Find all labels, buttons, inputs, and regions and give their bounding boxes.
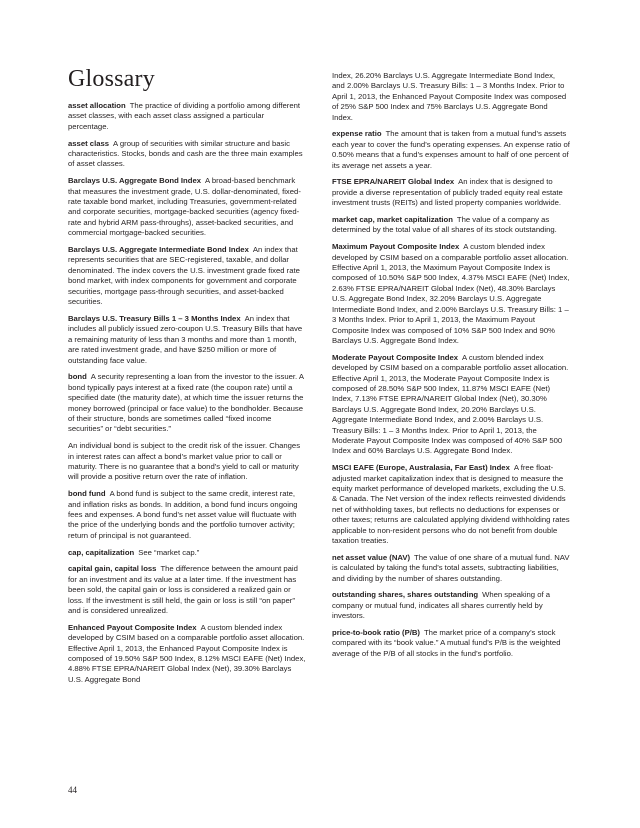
glossary-definition: A security representing a loan from the investor to the issuer. A bond typically pays interest at a fixed rate (the coupon rate) until a specified date (the maturity date), at which time the issuer returns the money borrowed (principal or face value) to the bondholder. Because of their structure, bonds are sometimes called “fixed income securities” or “debt securities.” <box>68 372 304 434</box>
glossary-term: outstanding shares, shares outstanding <box>332 590 479 600</box>
glossary-entry <box>68 176 306 238</box>
page-title: Glossary <box>68 66 155 92</box>
right-column <box>332 71 570 666</box>
glossary-entry <box>68 489 306 541</box>
glossary-term: asset class <box>68 138 110 148</box>
glossary-term: bond fund <box>68 489 106 499</box>
glossary-definition: A broad-based benchmark that measures the investment grade, U.S. dollar-denominated, fixed-rate taxable bond market, including Treasuries, government-related and corporate securities, mortgage-backed securities (agency fixed-rate and hybrid ARM pass-throughs), asset-backed securities, and commercial mortgage-backed securities. <box>68 176 301 238</box>
glossary-entry <box>68 372 306 434</box>
glossary-definition: A custom blended index developed by CSIM based on a comparable portfolio asset allocation. Effective April 1, 2013, the Maximum Payout Composite Index is composed of 10.50% S&P 500 Index, 4.37% MSCI EAFE (Net) Index, 2.63% FTSE EPRA/NAREIT Global Index (Net), 48.30% Barclays U.S. Aggregate Bond Index, 32.20% Barclays U.S. Aggregate Intermediate Bond Index, and 2.00% Barclays U.S. Treasury Bills: 1 – 3 Months Index. Prior to April 1, 2013, the Maximum Payout Composite Index was composed of 10% S&P 500 Index and 90% Barclays U.S. Aggregate Bond Index. <box>332 242 570 345</box>
glossary-entry <box>332 129 570 171</box>
glossary-term: Barclays U.S. Aggregate Bond Index <box>68 176 201 186</box>
glossary-definition: The market price of a company’s stock compared with its “book value.” A mutual fund’s P/B is the weighted average of the P/B of all stocks in the fund’s portfolio. <box>332 628 561 658</box>
glossary-term: asset allocation <box>68 101 126 110</box>
glossary-term: net asset value (NAV) <box>332 552 411 562</box>
page-number: 44 <box>68 785 77 795</box>
glossary-entry <box>68 101 306 132</box>
glossary-term: capital gain, capital loss <box>68 564 157 574</box>
glossary-definition: A free float-adjusted market capitalization index that is designed to measure the equity market performance of developed markets, excluding the U.S. & Canada. The Net version of the index reflects reinvested dividends net of withholding taxes, but reflects no deductions for expenses or other taxes; returns are calculated applying dividend withholding rates applicable to non-resident persons who do not benefit from double taxation treaties. <box>332 463 570 545</box>
glossary-definition: When speaking of a company or mutual fund, indicates all shares currently held by investors. <box>332 590 551 621</box>
glossary-definition: A bond fund is subject to the same credit, interest rate, and inflation risks as bonds. In addition, a bond fund incurs ongoing fees and expenses. A bond fund’s net asset value will fluctuate with the price of the underlying bonds and the portfolio turnover activity; return of principal is not guaranteed. <box>68 489 298 540</box>
glossary-term: Moderate Payout Composite Index <box>332 352 459 362</box>
glossary-entry <box>68 564 306 616</box>
glossary-entry <box>332 177 570 208</box>
glossary-definition: The practice of dividing a portfolio among different asset classes, with each asset class assigned a particular percentage. <box>68 101 301 131</box>
glossary-term: Enhanced Payout Composite Index <box>68 622 197 632</box>
glossary-entry <box>332 215 570 236</box>
glossary-term: market cap, market capitalization <box>332 215 453 225</box>
left-column <box>68 101 306 692</box>
glossary-definition: The value of one share of a mutual fund. NAV is calculated by taking the fund’s total assets, subtracting liabilities, and dividing by the number of shares outstanding. <box>332 552 570 583</box>
glossary-term: cap, capitalization <box>68 547 135 557</box>
glossary-entry <box>332 553 570 584</box>
glossary-definition: An index that represents securities that are SEC-registered, taxable, and dollar denominated. The index covers the U.S. investment grade fixed rate bond market, with index components for government and corporate securities, mortgage pass-through securities, and asset-backed securities. <box>68 245 300 307</box>
glossary-definition: The amount that is taken from a mutual fund’s assets each year to cover the fund’s operating expenses. An expense ratio of 0.50% means that a fund’s expenses amount to half of one percent of its average net assets a year. <box>332 129 570 170</box>
glossary-definition: An index that is designed to provide a diverse representation of publicly traded equity real estate investment trusts (REITs) and listed property companies worldwide. <box>332 177 563 208</box>
glossary-entry <box>332 590 570 621</box>
glossary-definition: A custom blended index developed by CSIM based on a comparable portfolio asset allocation. Effective April 1, 2013, the Enhanced Payout Composite Index is composed of 19.50% S&P 500 Index, 8.12% MSCI EAFE (Net) Index, 4.88% FTSE EPRA/NAREIT Global Index (Net), 39.30% Barclays U.S. Aggregate Bond <box>68 622 306 684</box>
glossary-entry <box>332 71 570 123</box>
glossary-term: expense ratio <box>332 129 382 139</box>
glossary-definition: Index, 26.20% Barclays U.S. Aggregate Intermediate Bond Index, and 2.00% Barclays U.S. Treasury Bills: 1 – 3 Months Index. Prior to April 1, 2013, the Enhanced Payout Composite Index was composed of 25% S&P 500 Index and 75% Barclays U.S. Aggregate Bond Index. <box>332 71 567 122</box>
glossary-term: bond <box>68 372 87 382</box>
glossary-definition: An individual bond is subject to the credit risk of the issuer. Changes in interest rates can affect a bond’s market value prior to call or maturity. There is no guarantee that a bond’s yield to call or maturity will provide a positive return over the rate of inflation. <box>68 441 301 482</box>
glossary-entry <box>68 441 306 483</box>
glossary-entry <box>68 245 306 307</box>
glossary-definition: A group of securities with similar structure and basic characteristics. Stocks, bonds and cash are the three main examples of asset classes. <box>68 138 303 169</box>
glossary-definition: An index that includes all publicly issued zero-coupon U.S. Treasury Bills that have a remaining maturity of less than 3 months and more than 1 month, are rated investment grade, and have $250 million or more of outstanding face value. <box>68 313 303 365</box>
glossary-term: Barclays U.S. Treasury Bills 1 – 3 Months Index <box>68 313 241 323</box>
glossary-entry <box>68 548 306 558</box>
glossary-term: FTSE EPRA/NAREIT Global Index <box>332 177 455 187</box>
glossary-definition: The value of a company as determined by the total value of all shares of its stock outstanding. <box>332 215 557 235</box>
glossary-term: Barclays U.S. Aggregate Intermediate Bond Index <box>68 245 249 255</box>
glossary-definition: See “market cap.” <box>138 547 200 557</box>
glossary-term: MSCI EAFE (Europe, Australasia, Far East) Index <box>332 463 510 473</box>
glossary-entry <box>332 463 570 546</box>
glossary-entry <box>68 139 306 170</box>
glossary-term: Maximum Payout Composite Index <box>332 242 460 252</box>
glossary-definition: A custom blended index developed by CSIM based on a comparable portfolio asset allocation. Effective April 1, 2013, the Moderate Payout Composite Index is composed of 28.50% S&P 500 Index, 11.87% MSCI EAFE (Net) Index, 7.13% FTSE EPRA/NAREIT Global Index (Net), 30.30% Barclays U.S. Aggregate Bond Index, 20.20% Barclays U.S. Aggregate Intermediate Bond Index, and 2.00% Barclays U.S. Treasury Bills: 1 – 3 Months Index. Prior to April 1, 2013, the Moderate Payout Composite Index was composed of 40% S&P 500 Index and 60% Barclays U.S. Aggregate Bond Index. <box>332 352 569 456</box>
glossary-entry <box>68 314 306 366</box>
glossary-term: price-to-book ratio (P/B) <box>332 628 420 638</box>
glossary-entry <box>68 623 306 685</box>
glossary-entry <box>332 353 570 457</box>
glossary-entry <box>332 628 570 659</box>
glossary-entry <box>332 242 570 346</box>
glossary-definition: The difference between the amount paid for an investment and its value at a later time. If the investment has been sold, the capital gain or loss is considered a realized gain or loss. If the investment is still held, the gain or loss is still “on paper” and is considered unrealized. <box>68 564 298 615</box>
